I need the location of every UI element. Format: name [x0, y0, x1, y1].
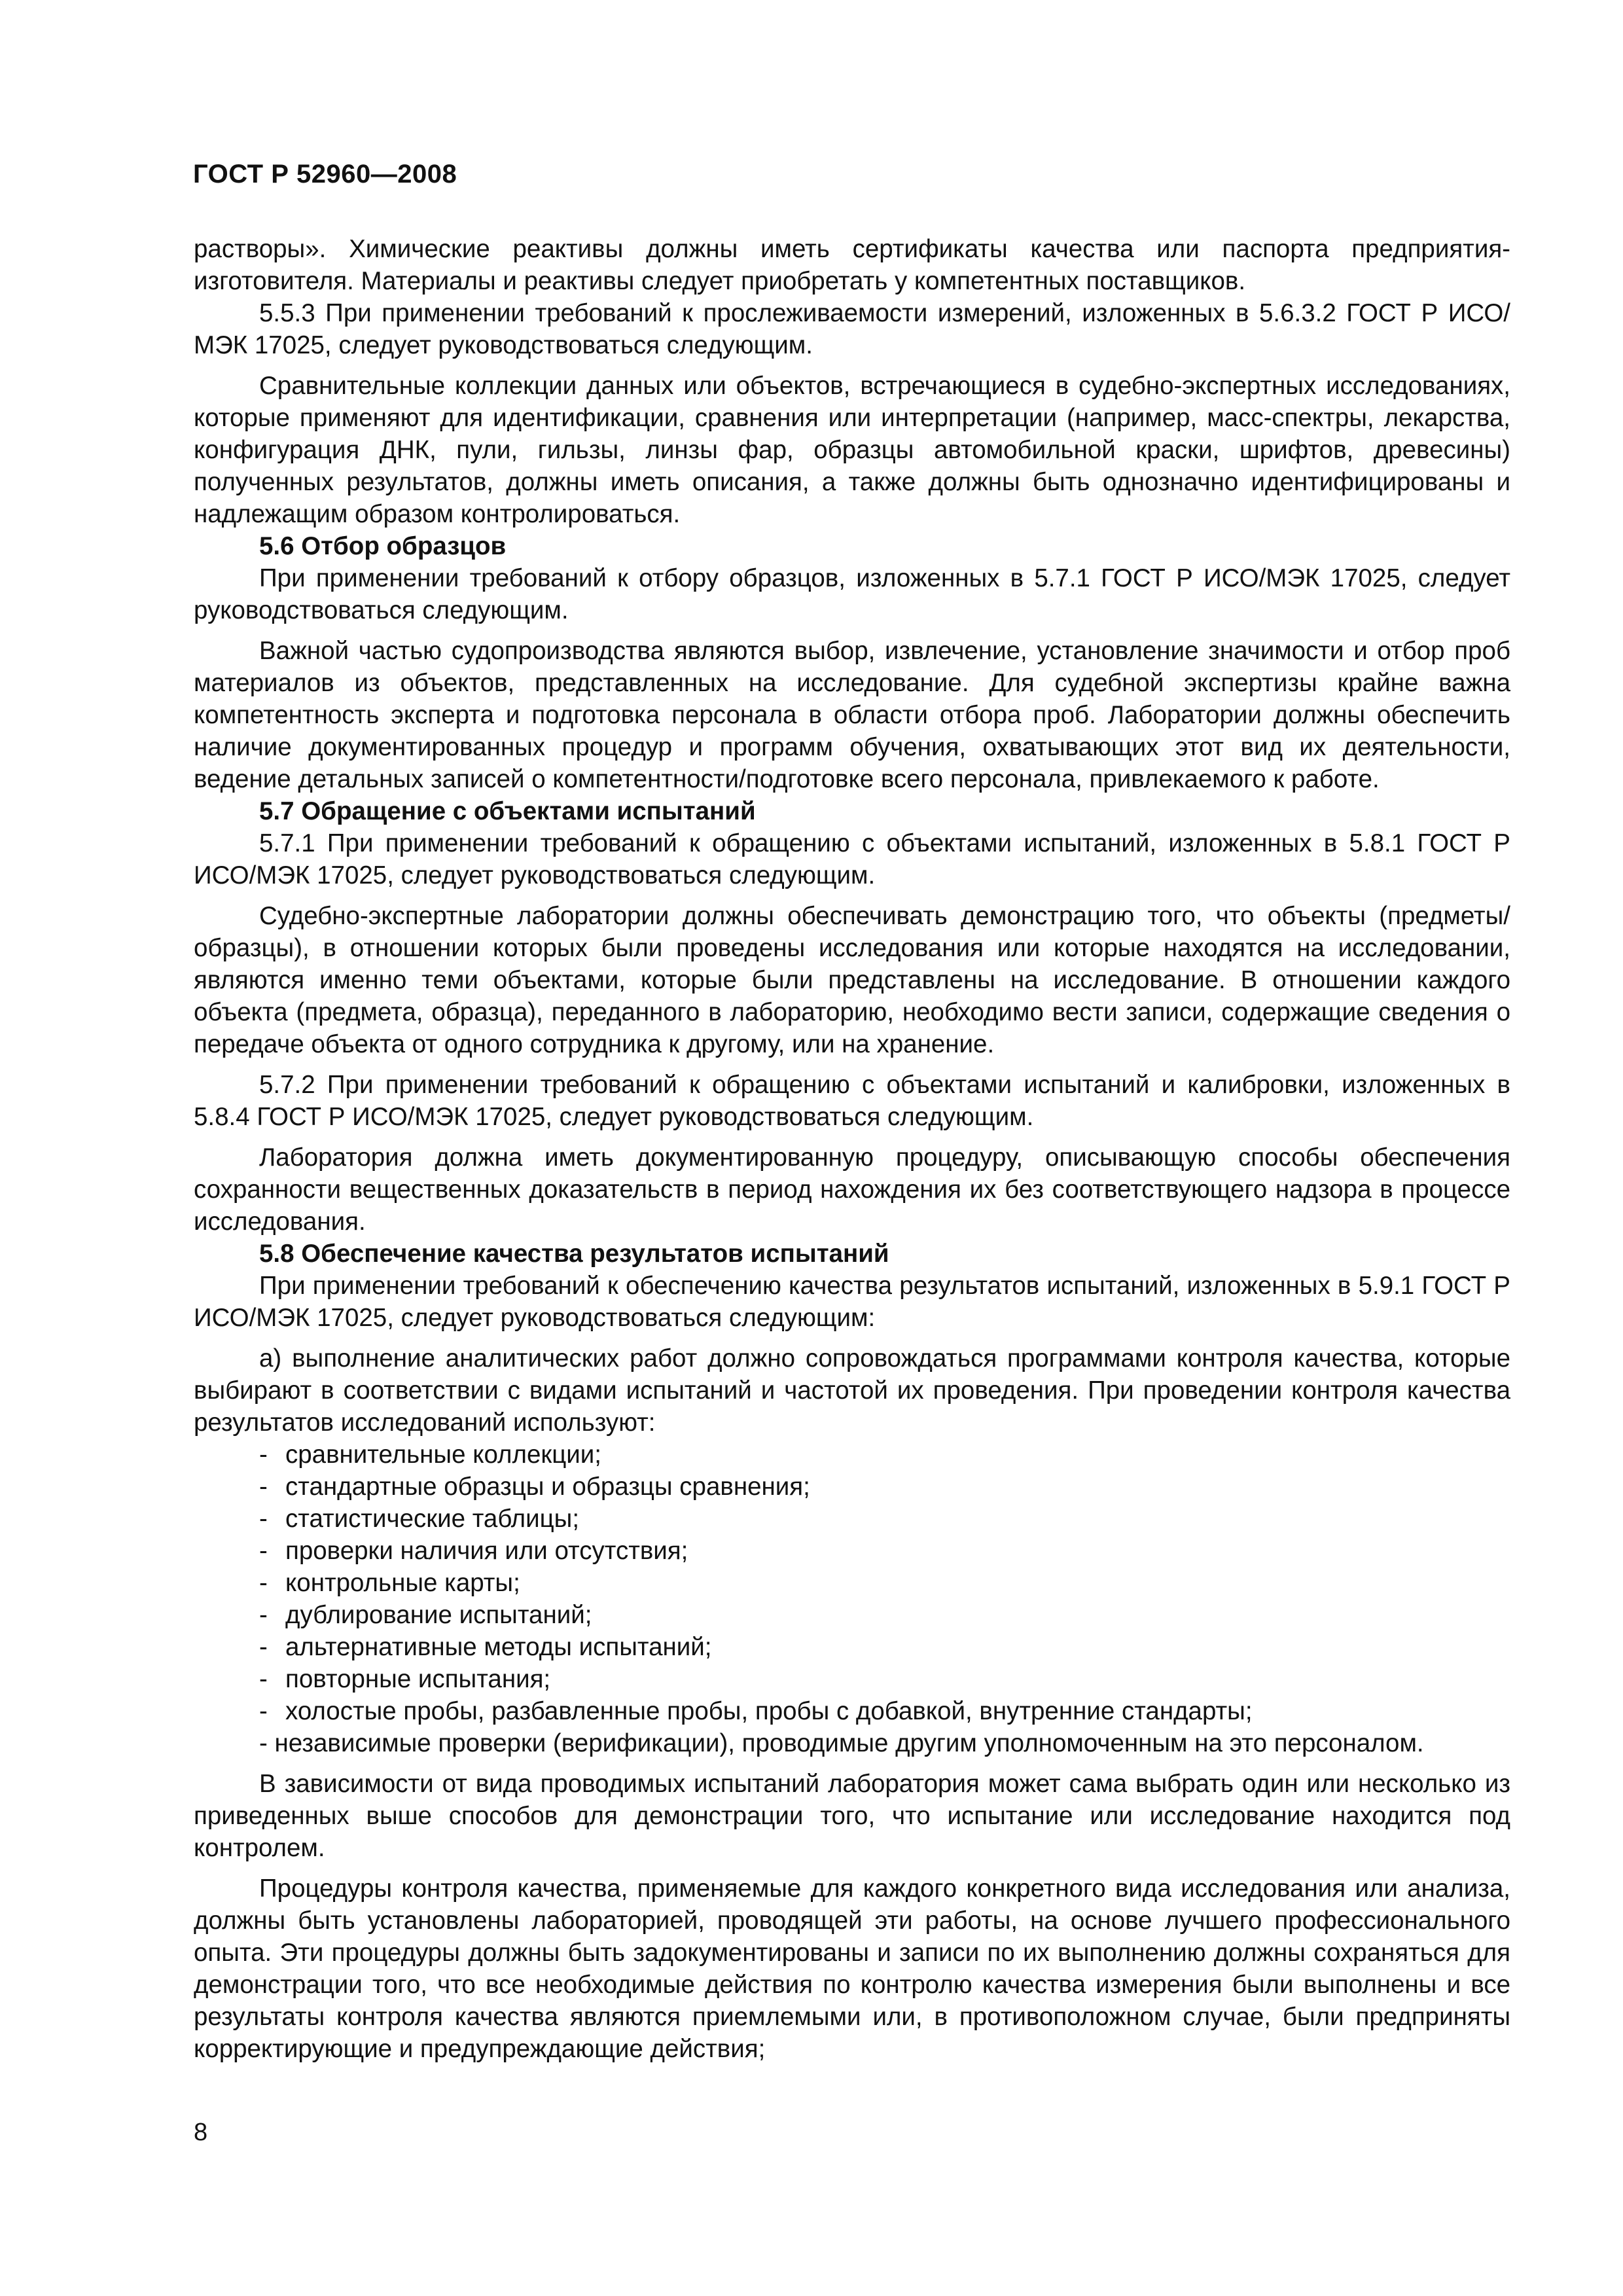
- quality-control-list: [194, 1439, 1510, 1727]
- paragraph: 5.5.3 При применении требований к прослеживаемости измерений, изложенных в 5.6.3.2 ГОСТ Р ИСО/МЭК 17025, следует руководствоваться следующим.: [194, 299, 1510, 359]
- page-number: 8: [194, 2119, 208, 2146]
- paragraph: Важной частью судопроизводства являются выбор, извлечение, установление значимости и отбор проб материалов из объектов, представленных на исследование. Для судебной экспертизы крайне важна компетентность эксперта и подготовка персонала в области отбора проб. Лаборатории должны обеспечить наличие документированных процедур и программ обучения, охватывающих этот вид их деятельности, ведение детальных записей о компетентности/подготовке всего персонала, привлекаемого к работе.: [194, 637, 1510, 793]
- paragraph: В зависимости от вида проводимых испытаний лаборатория может сама выбрать один или несколько из приведенных выше способов для демонстрации того, что испытание или исследование находится под контролем.: [194, 1770, 1510, 1862]
- list-item: - проверки наличия или отсутствия;: [259, 1537, 688, 1565]
- paragraph: Сравнительные коллекции данных или объектов, встречающиеся в судебно-экспертных исследованиях, которые применяют для идентификации, сравнения или интерпретации (например, масс-спектры, лекарства, конфигурация ДНК, пули, гильзы, линзы фар, образцы автомобильной краски, шрифтов, древесины) полученных результатов, должны иметь описания, а также должны быть однозначно идентифицированы и надлежащим образом контролироваться.: [194, 372, 1510, 528]
- paragraph: а) выполнение аналитических работ должно сопровождаться программами контроля качества, которые выбирают в соответствии с видами испытаний и частотой их проведения. При проведении контроля качества результатов исследований используют:: [194, 1344, 1510, 1437]
- list-item: - контрольные карты;: [259, 1569, 520, 1597]
- list-item: - повторные испытания;: [259, 1665, 551, 1693]
- paragraph: При применении требований к обеспечению качества результатов испытаний, изложенных в 5.9.1 ГОСТ Р ИСО/МЭК 17025, следует руководствоваться следующим:: [194, 1272, 1510, 1332]
- list-item-last: - независимые проверки (верификации), проводимые другим уполномоченным на это персоналом.: [259, 1729, 1424, 1757]
- list-item: - статистические таблицы;: [259, 1505, 580, 1533]
- section-heading-5-6: 5.6 Отбор образцов: [259, 532, 507, 560]
- list-item: - альтернативные методы испытаний;: [259, 1633, 712, 1661]
- document-header: ГОСТ Р 52960—2008: [193, 160, 457, 188]
- list-item: - дублирование испытаний;: [259, 1601, 592, 1629]
- paragraph: Лаборатория должна иметь документированную процедуру, описывающую способы обеспечения сохранности вещественных доказательств в период нахождения их без соответствующего надзора в процессе исследования.: [194, 1143, 1510, 1236]
- paragraph: Судебно-экспертные лаборатории должны обеспечивать демонстрацию того, что объекты (предметы/образцы), в отношении которых были проведены исследования или которые находятся на исследовании, являются именно теми объектами, которые были представлены на исследование. В отношении каждого объекта (предмета, образца), переданного в лабораторию, необходимо вести записи, содержащие сведения о передаче объекта от одного сотрудника к другому, или на хранение.: [194, 902, 1510, 1058]
- paragraph: Процедуры контроля качества, применяемые для каждого конкретного вида исследования или анализа, должны быть установлены лабораторией, проводящей эти работы, на основе лучшего профессионального опыта. Эти процедуры должны быть задокументированы и записи по их выполнению должны сохраняться для демонстрации того, что все необходимые действия по контролю качества измерения были выполнены и все результаты контроля качества являются приемлемыми или, в противоположном случае, были предприняты корректирующие и предупреждающие действия;: [194, 1874, 1510, 2063]
- paragraph: При применении требований к отбору образцов, изложенных в 5.7.1 ГОСТ Р ИСО/МЭК 17025, следует руководствоваться следующим.: [194, 564, 1510, 624]
- paragraph: 5.7.2 При применении требований к обращению с объектами испытаний и калибровки, изложенных в 5.8.4 ГОСТ Р ИСО/МЭК 17025, следует руководствоваться следующим.: [194, 1071, 1510, 1131]
- section-heading-5-7: 5.7 Обращение с объектами испытаний: [259, 797, 756, 825]
- list-item: - холостые пробы, разбавленные пробы, пробы с добавкой, внутренние стандарты;: [259, 1697, 1253, 1725]
- list-item: - сравнительные коллекции;: [259, 1441, 601, 1469]
- paragraph: 5.7.1 При применении требований к обращению с объектами испытаний, изложенных в 5.8.1 ГОСТ Р ИСО/МЭК 17025, следует руководствоваться следующим.: [194, 829, 1510, 889]
- list-item: - стандартные образцы и образцы сравнения;: [259, 1473, 810, 1501]
- section-heading-5-8: 5.8 Обеспечение качества результатов испытаний: [259, 1240, 889, 1268]
- document-body: [194, 233, 1510, 2065]
- paragraph: растворы». Химические реактивы должны иметь сертификаты качества или паспорта предприятия-изготовителя. Материалы и реактивы следует приобретать у компетентных поставщиков.: [194, 235, 1510, 295]
